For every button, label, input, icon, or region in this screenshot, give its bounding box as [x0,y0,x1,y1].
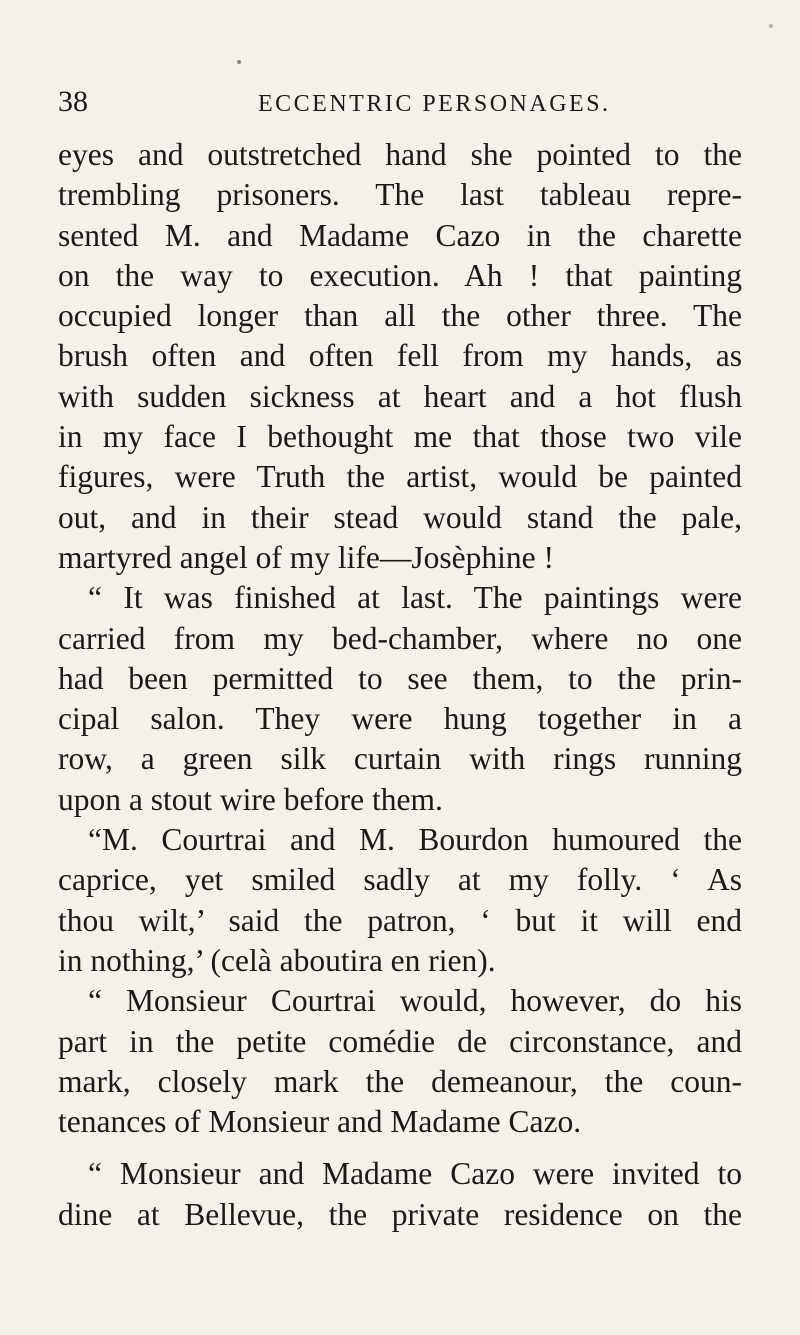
text-line: in my face I bethought me that those two vile [58,419,742,455]
text-line: mark, closely mark the demeanour, the coun- [58,1063,742,1099]
page-header [58,84,742,120]
text-line: had been permitted to see them, to the prin- [58,660,742,696]
text-line: dine at Bellevue, the private residence on the [58,1196,742,1232]
running-head: ECCENTRIC PERSONAGES. [258,91,611,117]
text-line: “ Monsieur Courtrai would, however, do his [88,983,742,1019]
text-line: out, and in their stead would stand the pale, [58,499,742,535]
text-line: in nothing,’ (celà aboutira en rien). [58,942,496,978]
print-speck [237,60,241,64]
paragraph-gap [58,1142,742,1154]
text-line: part in the petite comédie de circonstance, and [58,1023,742,1059]
text-line: occupied longer than all the other three. The [58,298,742,334]
text-line: “ It was finished at last. The paintings were [88,580,742,616]
text-line: tenances of Monsieur and Madame Cazo. [58,1104,582,1140]
text-line: row, a green silk curtain with rings running [58,741,742,777]
text-line: eyes and outstretched hand she pointed to the [58,137,742,172]
text-line: cipal salon. They were hung together in a [58,701,742,737]
text-line: on the way to execution. Ah ! that painting [58,257,742,293]
text-line: carried from my bed-chamber, where no one [58,620,742,656]
print-speck [769,24,773,28]
text-line: martyred angel of my life—Josèphine ! [58,539,554,575]
text-line: brush often and often fell from my hands, as [58,338,742,374]
text-line: caprice, yet smiled sadly at my folly. ‘ As [58,862,742,898]
text-line: thou wilt,’ said the patron, ‘ but it will end [58,902,742,938]
text-line: “ Monsieur and Madame Cazo were invited to [88,1156,742,1192]
text-line: “M. Courtrai and M. Bourdon humoured the [88,822,742,858]
body-text [58,135,742,1235]
text-line: trembling prisoners. The last tableau repre- [58,177,742,213]
text-line: sented M. and Madame Cazo in the charette [58,217,742,253]
text-line: upon a stout wire before them. [58,781,443,817]
text-line: with sudden sickness at heart and a hot flush [58,378,742,414]
page-number: 38 [58,85,88,118]
text-line: figures, were Truth the artist, would be painted [58,459,742,495]
